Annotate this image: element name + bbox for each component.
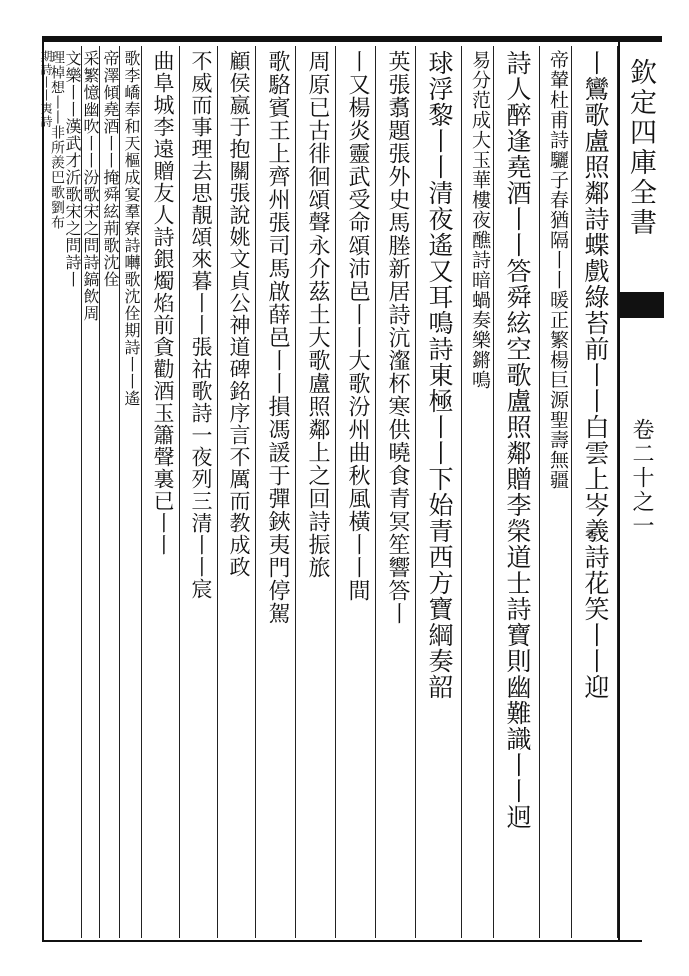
column-text: 理棹想丨丨非所羨巴歌劉布: [49, 50, 65, 230]
column-text: 周原已古徘徊頌聲永介茲土大歌盧照鄰上之回詩振旅: [305, 50, 330, 579]
text-column: [494, 46, 540, 938]
text-column: [462, 46, 494, 938]
text-column: [49, 46, 65, 938]
text-column: [39, 46, 53, 938]
text-column: [218, 46, 256, 938]
text-column: [296, 46, 336, 938]
frame-bottom-border: [42, 940, 642, 942]
column-text: 曲阜城李遠贈友人詩銀燭焰前貪勸酒玉簫聲裏已丨丨: [151, 50, 175, 556]
text-column: [100, 46, 120, 938]
column-text: 不威而事理去思靚頌來暮丨丨張祜歌詩一夜列三清丨丨宸: [189, 50, 213, 600]
column-text: 歌李嶠奉和天樞成宴羣寮詩囀歌沈佺期詩丨丨遙: [122, 50, 141, 407]
column-text: 采繁憶幽吹丨丨汾歌宋之問詩鎬飲周: [81, 50, 100, 322]
text-column: [82, 46, 100, 938]
text-column: [120, 46, 142, 938]
column-text: 英張翥題張外史馬塍新居詩沆瀣杯寒供曉食青冥笙響答丨: [385, 50, 410, 625]
column-text: 顧侯嬴于抱關張說姚文貞公神道碑銘序言不厲而教成政: [227, 50, 251, 578]
column-text: 丨又楊炎靈武受命頌沛邑丨丨大歌汾州曲秋風橫丨丨間: [345, 50, 370, 602]
text-column: [416, 46, 462, 938]
column-text: 詩人醉逢堯酒丨丨答舜絃空歌盧照鄰贈李榮道士詩寶則幽難識丨丨迥: [503, 50, 532, 830]
column-text: 球浮黎丨丨清夜遙又耳鳴詩東極丨丨下始青西方寶綱奏韶: [425, 50, 454, 700]
fish-tail-mark: [620, 292, 664, 318]
text-column: [142, 46, 180, 938]
text-column: [572, 46, 618, 938]
column-text: 期詩丨丨夷詩: [39, 50, 53, 128]
volume-label: 卷二十之一: [629, 418, 654, 538]
column-text: 帝澤傾堯酒丨丨掩舜絃荊歌沈佺: [101, 50, 120, 288]
text-column: [64, 46, 82, 938]
column-text: 易分范成大玉華樓夜醮詩暗蝸奏樂鏘鳴: [469, 50, 491, 390]
text-column: [256, 46, 296, 938]
book-title: 欽定四庫全書: [625, 58, 656, 238]
text-column: [376, 46, 416, 938]
frame-top-border: [42, 36, 662, 42]
text-column: [540, 46, 572, 938]
text-column: [180, 46, 218, 938]
column-text: 丨鸞歌盧照鄰詩蝶戲綠苔前丨丨白雲上岑羲詩花笑丨丨迎: [581, 50, 610, 700]
column-text: 帝輦杜甫詩驪子春猶隔丨丨暖正繁楊巨源聖壽無疆: [547, 50, 569, 490]
text-column: [336, 46, 376, 938]
column-text: 歌駱賓王上齊州張司馬啟薛邑丨丨損馮諼于彈鋏夷門停駕: [265, 50, 290, 625]
column-text: 文樂丨丨漢武才沂歌宋之問詩丨: [63, 50, 82, 288]
